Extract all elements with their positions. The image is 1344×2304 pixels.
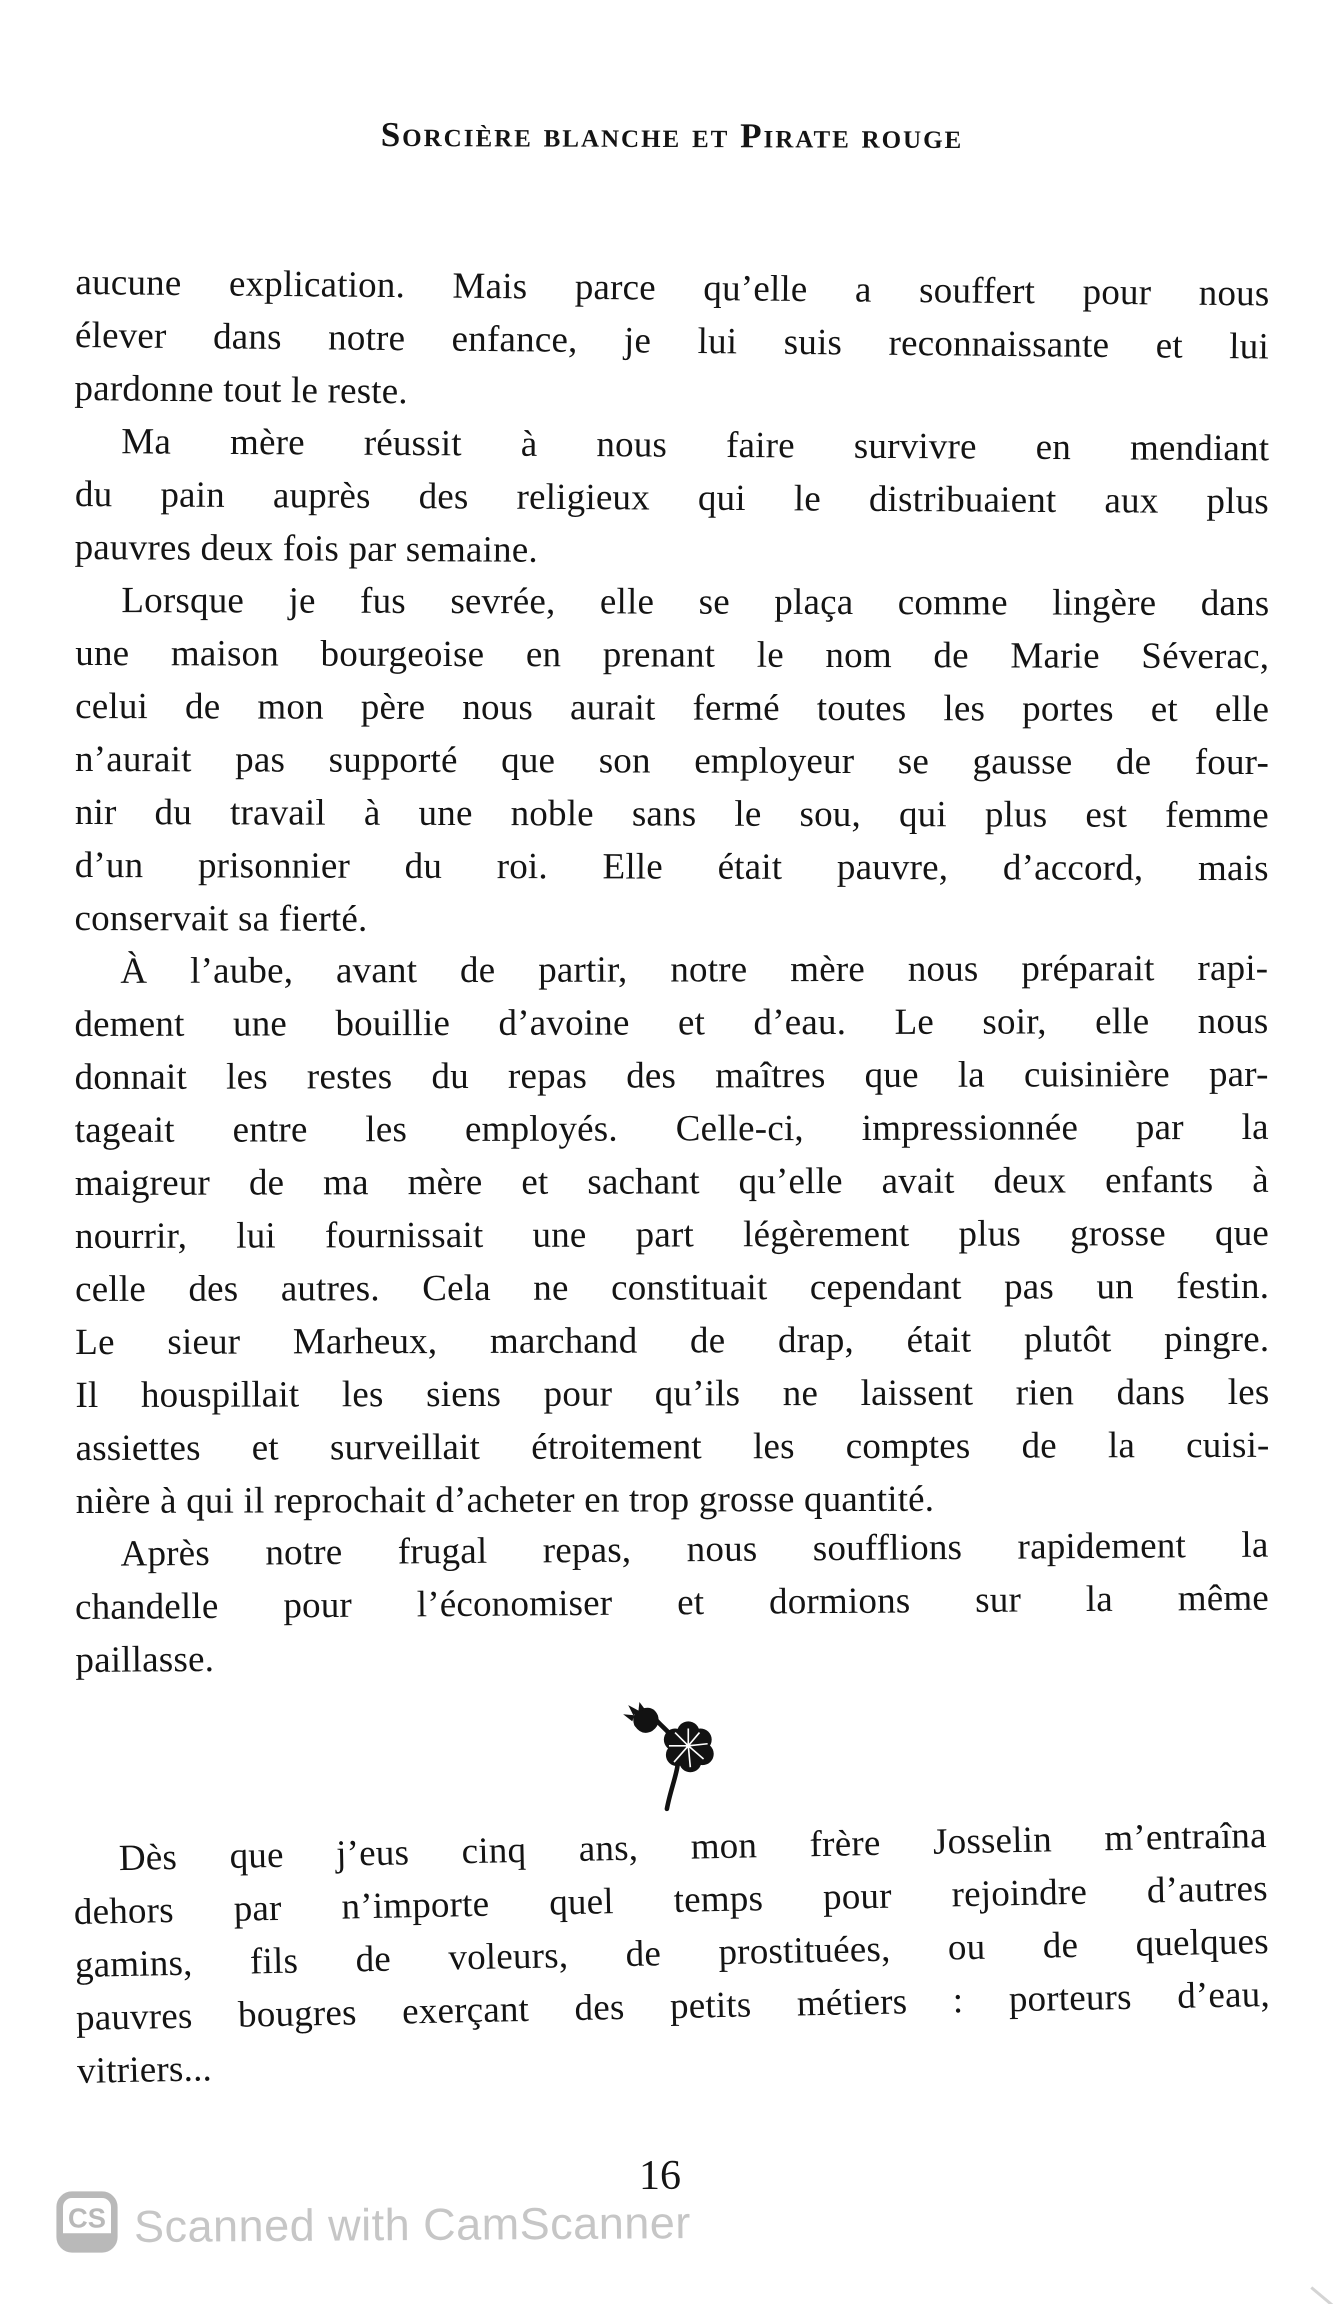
text-line: paillasse. (75, 1638, 215, 1681)
text-line: d’un prisonnier du roi. Elle était pauvre, d’accord, mais (74, 844, 1269, 890)
text-line: du pain auprès des religieux qui le distribuaient aux plus (74, 474, 1270, 523)
text-line: nir du travail à une noble sans le sou, qui plus est femme (74, 791, 1269, 837)
camscanner-watermark (55, 2190, 691, 2259)
text-line: pauvres bougres exerçant des petits métiers : porteurs d’eau, (75, 1974, 1271, 2039)
text-line: n’aurait pas supporté que son employeur se gausse de four- (74, 739, 1270, 784)
text-line: donnait les restes du repas des maîtres que la cuisinière par- (74, 1053, 1269, 1099)
text-line: Le sieur Marheux, marchand de drap, était plutôt pingre. (75, 1318, 1270, 1363)
text-line: Lorsque je fus sevrée, elle se plaça comme lingère dans (121, 580, 1270, 625)
flower-sprig-icon (621, 1701, 723, 1820)
camscanner-logo-icon (55, 2190, 119, 2259)
text-line: une maison bourgeoise en prenant le nom de Marie Séverac, (75, 633, 1270, 678)
paragraph (74, 942, 1270, 1528)
text-line: maigreur de ma mère et sachant qu’elle avait deux enfants à (74, 1159, 1269, 1205)
scan-corner-scratch (1310, 2286, 1333, 2304)
paragraph (74, 256, 1269, 426)
text-line: pauvres deux fois par semaine. (74, 526, 539, 571)
text-line: élever dans notre enfance, je lui suis reconnaissante et lui (74, 315, 1270, 368)
paragraph (72, 1809, 1271, 2098)
text-line: aucune explication. Mais parce qu’elle a souffert pour nous (75, 262, 1270, 315)
text-line: celle des autres. Cela ne constituait cependant pas un festin. (75, 1265, 1270, 1310)
text-line: Dès que j’eus cinq ans, mon frère Josselin m’entraîna (118, 1815, 1268, 1880)
running-head: Sorcière blanche et Pirate rouge (380, 114, 964, 157)
ornament-block (75, 1687, 1269, 1833)
text-line: pardonne tout le reste. (74, 367, 409, 413)
text-line: conservait sa fierté. (74, 897, 368, 940)
text-line: gamins, fils de voleurs, de prostituées, ou de quelques (74, 1921, 1270, 1986)
paragraph (75, 574, 1270, 948)
text-line: assiettes et surveillait étroitement les comptes de la cuisi- (75, 1424, 1270, 1469)
text-line: Ma mère réussit à nous faire survivre en mendiant (121, 421, 1270, 470)
text-line: tageait entre les employés. Celle-ci, impressionnée par la (74, 1106, 1269, 1152)
text-line: dement une bouillie d’avoine et d’eau. Le soir, elle nous (74, 1000, 1269, 1046)
text-line: nière à qui il reprochait d’acheter en trop grosse quantité. (75, 1478, 935, 1522)
text-line: Après notre frugal repas, nous soufflions rapidement la (120, 1524, 1269, 1575)
page-number: 16 (639, 2153, 681, 2199)
text-line: vitriers... (76, 2048, 213, 2092)
text-line: dehors par n’importe quel temps pour rejoindre d’autres (73, 1868, 1269, 1934)
text-line: nourrir, lui fournissait une part légèrement plus grosse que (74, 1212, 1270, 1257)
text-line: celui de mon père nous aurait fermé toutes les portes et elle (75, 686, 1270, 731)
paragraph (74, 1519, 1269, 1687)
text-line: Il houspillait les siens pour qu’ils ne laissent rien dans les (75, 1371, 1270, 1416)
camscanner-logo-letters: CS (68, 2202, 106, 2234)
text-column (75, 256, 1269, 2098)
text-line: À l’aube, avant de partir, notre mère nous préparait rapi- (120, 947, 1269, 992)
watermark-text: Scanned with CamScanner (133, 2196, 691, 2252)
text-line: chandelle pour l’économiser et dormions sur la même (74, 1577, 1270, 1628)
paragraph (75, 415, 1270, 581)
